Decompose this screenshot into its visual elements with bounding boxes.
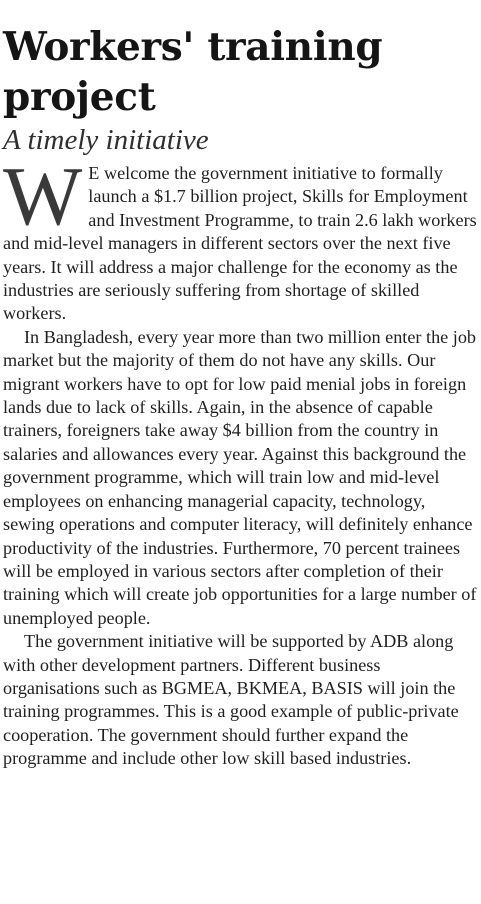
headline-line-1: Workers' training	[3, 24, 383, 70]
subheadline: A timely initiative	[3, 124, 209, 156]
paragraph-3: The government initiative will be supported by ADB along with other development partners. Different business organisations such as BGMEA, BKMEA, BASIS will join the training programmes. This is a good example of public-private cooperation. The government should further expand the programme and include other low skill based industries.	[3, 631, 459, 769]
headline	[3, 22, 477, 122]
headline-line-2: project	[3, 74, 156, 120]
paragraph-2: In Bangladesh, every year more than two million enter the job market but the majority of them do not have any skills. Our migrant workers have to opt for low paid menial jobs in foreign lands due to lack of skills. Again, in the absence of capable trainers, foreigners take away $4 billion from the country in salaries and allowances every year. Against this background the government programme, which will train low and mid-level employees on enhancing managerial capacity, technology, sewing operations and computer literacy, will definitely enhance productivity of the industries. Furthermore, 70 percent trainees will be employed in various sectors after completion of their training which will create job opportunities for a large number of unemployed people.	[3, 326, 477, 628]
editorial-article	[3, 22, 477, 771]
paragraph-1-text: E welcome the government initiative to formally launch a $1.7 billion project, Skills for Employment and Investment Programme, to train 2.6 lakh workers and mid-level managers in different sectors over the next five years. It will address a major challenge for the economy as the industries are seriously suffering from shortage of skilled workers.	[3, 163, 477, 324]
paragraph-1	[3, 150, 477, 326]
article-body	[3, 150, 477, 771]
drop-cap: W	[3, 150, 83, 243]
